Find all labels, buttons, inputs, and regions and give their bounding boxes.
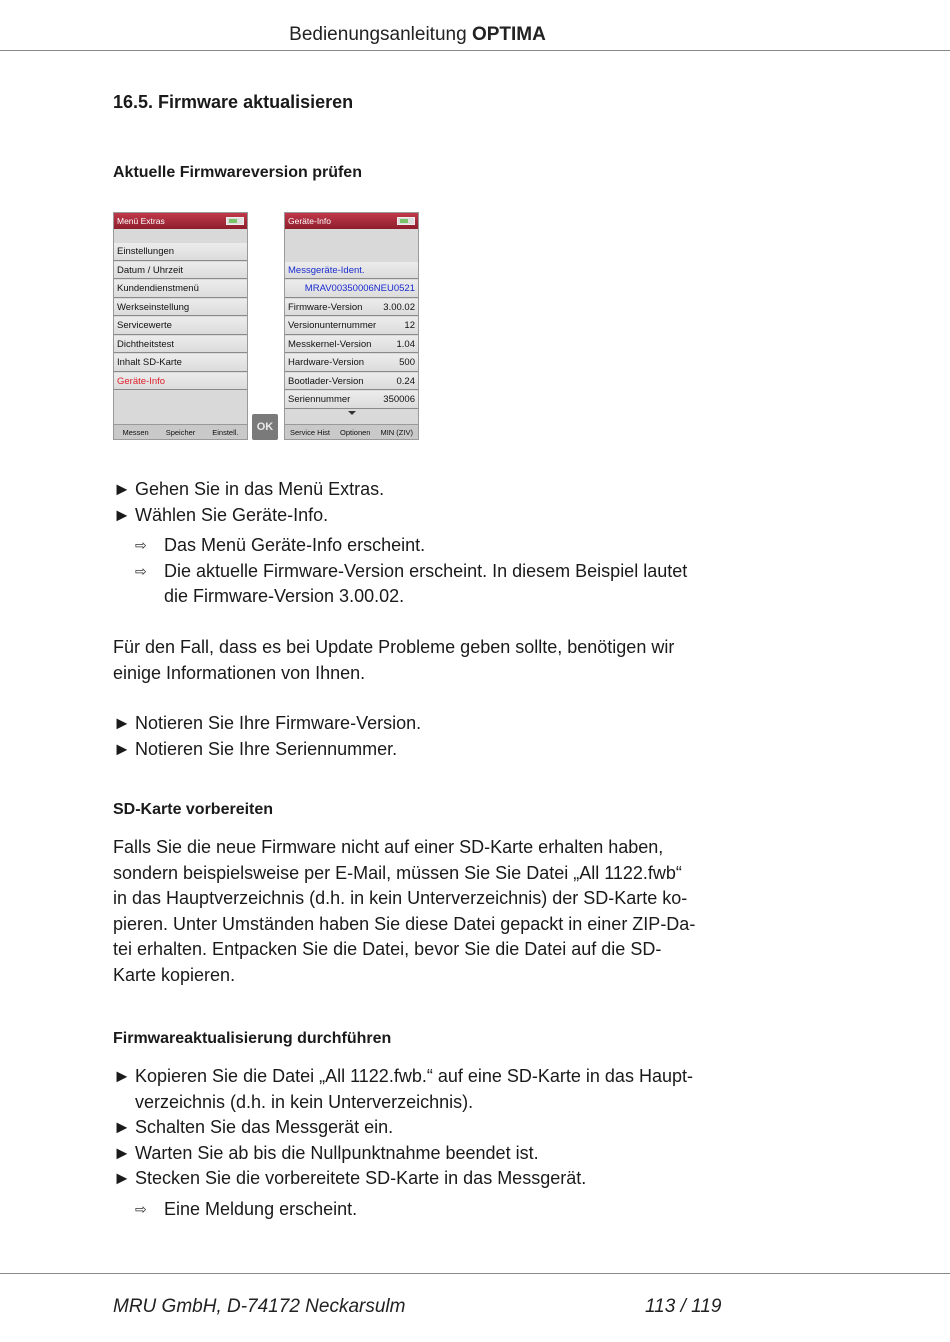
softkey-label: Optionen	[340, 427, 371, 437]
step-text: Notieren Sie Ihre Firmware-Version.	[135, 713, 422, 733]
ident-value: MRAV00350006NEU0521	[285, 280, 418, 298]
header-product: OPTIMA	[471, 24, 546, 45]
softkey-label: Service Hist	[290, 427, 331, 437]
paragraph-info	[113, 635, 733, 686]
step	[113, 503, 733, 529]
instruction-steps-check	[113, 477, 733, 610]
step	[113, 1141, 733, 1167]
step-text: Kopieren Sie die Datei „All 1122.fwb.“ auf eine SD-Karte in das Haupt-	[135, 1066, 693, 1086]
step	[113, 1064, 733, 1090]
menu-item-selected: Geräte-Info	[114, 373, 247, 391]
ident-label: Messgeräte-Ident.	[285, 262, 418, 280]
info-label: Seriennummer	[288, 394, 351, 405]
step-arrow-icon: ►	[113, 1117, 131, 1137]
subsection-heading-update: Firmwareaktualisierung durchführen	[113, 1030, 392, 1047]
step	[113, 737, 733, 763]
footer-rule	[0, 1273, 950, 1274]
instruction-steps-update	[113, 1064, 733, 1222]
screen-title: Menü Extras	[117, 216, 165, 226]
info-value: 0.24	[396, 375, 415, 387]
softkey-label: Messen	[122, 427, 149, 437]
menu-item: Einstellungen	[114, 243, 247, 261]
info-label: Hardware-Version	[288, 357, 365, 368]
instruction-steps-note	[113, 711, 733, 762]
step-text: Schalten Sie das Messgerät ein.	[135, 1117, 394, 1137]
softkey-label: Einstell.	[212, 427, 239, 437]
step-text: Wählen Sie Geräte-Info.	[135, 504, 329, 525]
info-value: 350006	[383, 394, 415, 405]
step	[113, 711, 733, 737]
menu-item: Dichtheitstest	[114, 336, 247, 354]
page-header	[0, 24, 835, 46]
step-text: Warten Sie ab bis die Nullpunktnahme beendet ist.	[135, 1142, 539, 1163]
paragraph-sd	[113, 835, 733, 988]
result-text: Das Menü Geräte-Info erscheint.	[164, 535, 426, 555]
info-value: 12	[404, 320, 415, 331]
header-rule	[0, 50, 950, 51]
info-value: 3.00.02	[383, 301, 415, 313]
result-arrow-icon: ⇨	[135, 537, 147, 553]
info-value: 500	[399, 357, 415, 368]
paragraph-line: einige Informationen von Ihnen.	[113, 662, 366, 683]
paragraph-line: Für den Fall, dass es bei Update Probleme geben sollte, benötigen wir	[113, 637, 675, 657]
info-row	[285, 317, 418, 335]
info-row	[285, 373, 418, 391]
paragraph-line: tei erhalten. Entpacken Sie die Datei, bevor Sie die Datei auf die SD-	[113, 939, 662, 959]
result-arrow-icon: ⇨	[135, 1200, 147, 1217]
step-arrow-icon: ►	[113, 504, 131, 525]
menu-list	[114, 243, 247, 391]
device-screen-geraete-info	[284, 212, 419, 440]
softkey-label: Speicher	[165, 427, 196, 437]
step-arrow-icon: ►	[113, 1168, 131, 1188]
scroll-down-icon	[348, 411, 356, 415]
menu-item: Datum / Uhrzeit	[114, 262, 247, 280]
footer-company: MRU GmbH, D-74172 Neckarsulm	[113, 1296, 406, 1317]
step-continuation: verzeichnis (d.h. in kein Unterverzeichnis).	[135, 1091, 474, 1112]
step	[113, 477, 733, 503]
softkey-label: MIN (ZIV)	[380, 427, 413, 437]
step-arrow-icon: ►	[113, 713, 131, 733]
step	[113, 1166, 733, 1192]
paragraph-line: pieren. Unter Umständen haben Sie diese Datei gepackt in einer ZIP-Da-	[113, 913, 696, 934]
info-label: Bootlader-Version	[288, 375, 364, 387]
info-row	[285, 299, 418, 317]
step-arrow-icon: ►	[113, 1142, 131, 1163]
result-continuation: die Firmware-Version 3.00.02.	[164, 586, 405, 606]
subsection-heading-sd: SD-Karte vorbereiten	[113, 801, 274, 818]
step	[113, 1115, 733, 1141]
info-label: Versionunternummer	[288, 320, 377, 331]
subsection-heading-check: Aktuelle Firmwareversion prüfen	[113, 164, 362, 181]
result	[113, 533, 733, 559]
screen-title-bar	[114, 213, 247, 229]
paragraph-line: Karte kopieren.	[113, 964, 236, 985]
info-row	[285, 336, 418, 354]
blank-row	[285, 243, 418, 261]
step-text: Stecken Sie die vorbereitete SD-Karte in das Messgerät.	[135, 1168, 587, 1188]
menu-item: Inhalt SD-Karte	[114, 354, 247, 372]
header-title: Bedienungsanleitung	[289, 24, 467, 45]
screen-title: Geräte-Info	[288, 216, 331, 226]
step-arrow-icon: ►	[113, 738, 131, 759]
step-text: Gehen Sie in das Menü Extras.	[135, 479, 385, 499]
section-title: 16.5. Firmware aktualisieren	[113, 92, 354, 112]
paragraph-line: sondern beispielsweise per E-Mail, müssen Sie Sie Datei „All 1122.fwb“	[113, 862, 682, 883]
info-label: Messkernel-Version	[288, 338, 372, 350]
result-text: Eine Meldung erscheint.	[164, 1198, 358, 1219]
info-row	[285, 354, 418, 372]
menu-item: Servicewerte	[114, 317, 247, 335]
page-number: 113 / 119	[645, 1296, 722, 1317]
result	[113, 559, 733, 585]
result-text: Die aktuelle Firmware-Version erscheint. In diesem Beispiel lautet	[164, 560, 688, 581]
device-screen-menu-extras	[113, 212, 248, 440]
result-arrow-icon: ⇨	[135, 562, 147, 579]
info-row	[285, 391, 418, 409]
screen-title-bar	[285, 213, 418, 229]
info-list	[285, 243, 418, 410]
info-label: Firmware-Version	[288, 301, 363, 313]
battery-icon	[226, 217, 244, 225]
step-text: Notieren Sie Ihre Seriennummer.	[135, 738, 398, 759]
ok-button-icon: OK	[252, 414, 278, 440]
battery-icon	[397, 217, 415, 225]
paragraph-line: Falls Sie die neue Firmware nicht auf einer SD-Karte erhalten haben,	[113, 837, 664, 857]
step-arrow-icon: ►	[113, 479, 131, 499]
menu-item: Werkseinstellung	[114, 299, 247, 317]
step-arrow-icon: ►	[113, 1066, 131, 1086]
menu-item: Kundendienstmenü	[114, 280, 247, 298]
screen-softkeys	[285, 424, 418, 439]
paragraph-line: in das Hauptverzeichnis (d.h. in kein Unterverzeichnis) der SD-Karte ko-	[113, 888, 688, 908]
screen-softkeys	[114, 424, 247, 439]
info-value: 1.04	[396, 338, 415, 350]
result	[113, 1197, 733, 1223]
